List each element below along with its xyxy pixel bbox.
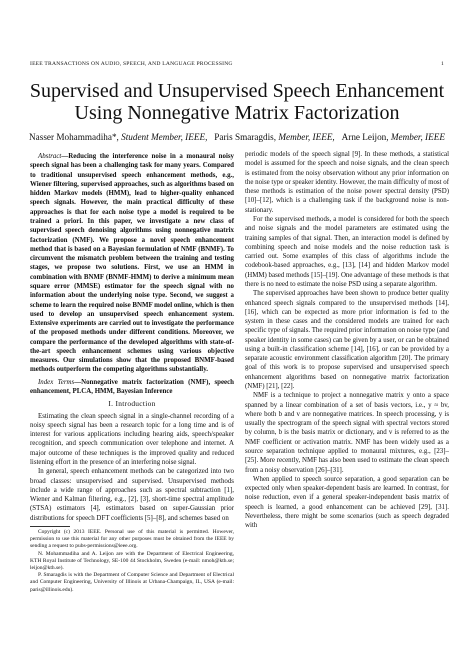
left-column <box>30 152 234 594</box>
body-paragraph-5: When applied to speech source separation, a good separation can be expected only when speaker-dependent basis are learned. In contrast, for noise reduction, even if a general speaker-independent basis matrix of speech is learned, a good enhancement can be achieved [29], [31]. Nevertheless, there might be some scenarios (such as speech degraded with <box>245 475 449 530</box>
author-2-name: Paris Smaragdis, <box>214 132 277 142</box>
intro-paragraph-2: In general, speech enhancement methods can be categorized into two broad classes: unsupervised and supervised. Unsupervised methods include a wide range of approaches such as spectral subtraction [1], Wiener and Kalman filtering, e.g., [2], [3], short-time spectral amplitude (STSA) estimators [4], estimators based on super-Gaussian prior distributions for speech DFT coefficients [5]–[8], and schemes based on <box>30 468 234 522</box>
author-list <box>20 132 454 142</box>
index-terms <box>30 378 234 397</box>
body-paragraph-2: For the supervised methods, a model is considered for both the speech and noise signals and the model parameters are estimated using the training samples of that signal. Then, an interaction model is defined by combining speech and noise models and the noise reduction task is carried out. Some examples of this class of algorithms include the codebook-based approaches, e.g., [13], [14] and hidden Markov model (HMM) based methods [15]–[19]. One advantage of these methods is that there is no need to estimate the noise PSD using a separate algorithm. <box>245 215 449 288</box>
paper-title <box>20 80 454 124</box>
section-heading-introduction: I. Introduction <box>108 399 156 409</box>
abstract <box>30 152 234 375</box>
author-3-role: Member, IEEE <box>390 132 445 142</box>
index-terms-label: Index Terms <box>38 378 75 386</box>
index-terms-text: —Nonnegative matrix factorization (NMF), speech enhancement, PLCA, HMM, Bayesian Inference <box>30 378 235 396</box>
author-2-role: Member, IEEE, <box>278 132 335 142</box>
author-1-role: Student Member, IEEE, <box>121 132 208 142</box>
footnote-copyright: Copyright (c) 2013 IEEE. Personal use of this material is permitted. However, permission to use this material for any other purposes must be obtained from the IEEE by sending a request to pubs-permissions@ieee.org. <box>30 528 234 550</box>
body-paragraph-3: The supervised approaches have been shown to produce better quality enhanced speech signals compared to the unsupervised methods [14], [16], which can be expected as more prior information is fed to the system in these cases and the considered models are trained for each specific type of signals. The required prior information on noise type (and speaker identity in some cases) can be given by a user, or can be obtained using a built-in classification scheme [14], [16], or can be provided by a separate acoustic environment classification algorithm [20]. The primary goal of this work is to propose supervised and unsupervised speech enhancement algorithms based on nonnegative matrix factorization (NMF) [21], [22]. <box>245 290 449 391</box>
page-number: 1 <box>441 61 444 67</box>
right-column <box>245 150 449 531</box>
abstract-text: —Reducing the interference noise in a monaural noisy speech signal has been a challenging task for many years. Compared to traditional unsupervised speech enhancement methods, e.g., Wiener filtering, supervised approaches, such as algorithms based on hidden Markov models (HMM), lead to higher-quality enhanced speech signals. However, the main practical difficulty of these approaches is that for each noise type a model is required to be trained a priori. In this paper, we investigate a new class of supervised speech denoising algorithms using nonnegative matrix factorization (NMF). We propose a novel speech enhancement method that is based on a Bayesian formulation of NMF (BNMF). To circumvent the mismatch problem between the training and testing stages, we propose two solutions. First, we use an HMM in combination with BNMF (BNMF-HMM) to derive a minimum mean square error (MMSE) estimator for the speech signal with no information about the underlying noise type. Second, we suggest a scheme to learn the required noise BNMF model online, which is then used to develop an unsupervised speech enhancement system. Extensive experiments are carried out to investigate the performance of the proposed methods under different conditions. Moreover, we compare the performance of the developed algorithms with state-of-the-art speech enhancement schemes using various objective measures. Our simulations show that the proposed BNMF-based methods outperform the competing algorithms substantially. <box>30 153 234 374</box>
journal-name: IEEE TRANSACTIONS ON AUDIO, SPEECH, AND LANGUAGE PROCESSING <box>30 61 233 67</box>
author-1-name: Nasser Mohammadiha*, <box>29 132 119 142</box>
title-line-2: Using Nonnegative Matrix Factorization <box>74 102 400 124</box>
running-header <box>30 61 444 71</box>
footnote-affiliation-2: P. Smaragdis is with the Department of Computer Science and Department of Electrical and Computer Engineering, University of Illinois at Urbana-Champaign, IL, USA (e-mail: paris@illinois.edu). <box>30 572 234 593</box>
title-line-1: Supervised and Unsupervised Speech Enhancement <box>29 80 445 102</box>
footnote-divider <box>30 526 70 527</box>
body-paragraph-1: periodic models of the speech signal [9]. In these methods, a statistical model is assumed for the speech and noise signals, and the clean speech is estimated from the noisy observation without any prior information on the noise type or speaker identity. However, the main difficulty of most of these methods is estimation of the noise power spectral density (PSD) [10]–[12], which is a challenging task if the background noise is non-stationary. <box>245 151 449 214</box>
abstract-label: Abstract <box>38 153 62 160</box>
author-3-name: Arne Leijon, <box>341 132 389 142</box>
body-paragraph-4: NMF is a technique to project a nonnegative matrix y onto a space spanned by a linear combination of a set of basis vectors, i.e., y ≈ bv, where both b and v are nonnegative matrices. In speech processing, y is usually the spectrogram of the speech signal with spectral vectors stored by column, b is the basis matrix or dictionary, and v is referred to as the NMF coefficient or activation matrix. NMF has been widely used as a source separation technique applied to monaural mixtures, e.g., [23]–[25]. More recently, NMF has also been used to estimate the clean speech from a noisy observation [26]–[31]. <box>245 392 449 474</box>
footnote-affiliation-1: N. Mohammadiha and A. Leijon are with the Department of Electrical Engineering, KTH Royal Institute of Technology, SE-100 44 Stockholm, Sweden (e-mail: nmoh@kth.se; leijon@kth.se). <box>30 550 234 571</box>
intro-paragraph-1: Estimating the clean speech signal in a single-channel recording of a noisy speech signal has been a research topic for a long time and is of interest for various applications including hearing aids, speech/speaker recognition, and speech communication over telephone and internet. A major outcome of these techniques is the improved quality and reduced listening effort in the presence of an interfering noise signal. <box>30 412 234 466</box>
